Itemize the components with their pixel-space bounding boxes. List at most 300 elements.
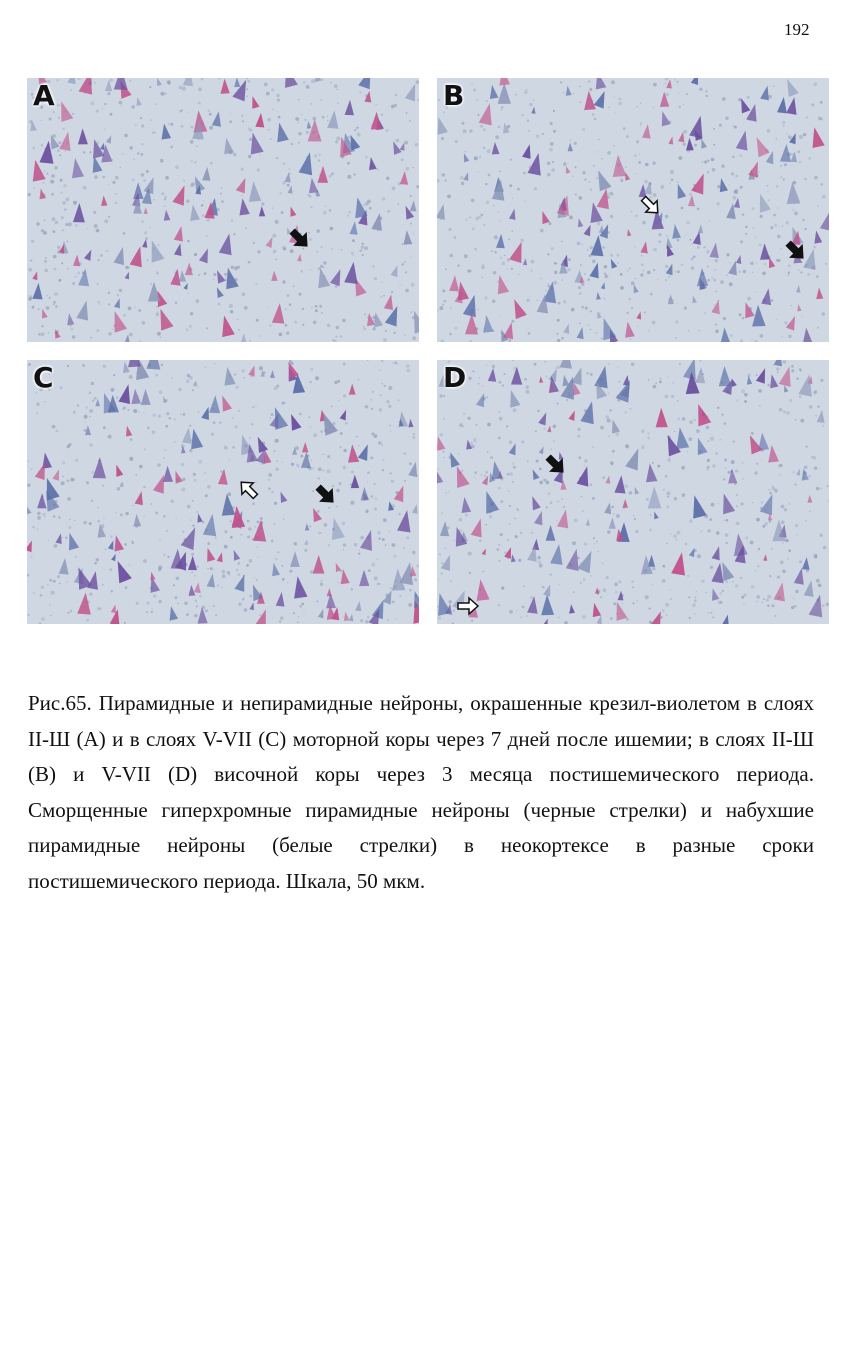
tissue-speckle (531, 532, 534, 535)
tissue-speckle (57, 246, 60, 249)
tissue-speckle (666, 505, 669, 508)
tissue-speckle (163, 457, 165, 459)
tissue-speckle (439, 553, 441, 555)
tissue-speckle (58, 279, 61, 282)
tissue-speckle (624, 411, 626, 413)
tissue-speckle (287, 582, 289, 584)
tissue-speckle (596, 541, 598, 543)
tissue-speckle (139, 340, 140, 341)
stained-neuron (175, 471, 183, 484)
tissue-speckle (369, 207, 372, 210)
tissue-speckle (574, 519, 578, 523)
tissue-speckle (614, 583, 618, 587)
tissue-speckle (826, 485, 828, 487)
tissue-speckle (493, 205, 495, 207)
tissue-speckle (86, 481, 89, 484)
tissue-speckle (384, 385, 386, 387)
tissue-speckle (66, 241, 68, 243)
stained-neuron (584, 225, 591, 237)
tissue-speckle (204, 272, 207, 275)
tissue-speckle (151, 608, 152, 609)
tissue-speckle (479, 540, 481, 542)
tissue-speckle (770, 226, 773, 229)
tissue-speckle (123, 232, 126, 235)
tissue-speckle (75, 459, 78, 462)
tissue-speckle (39, 622, 42, 624)
tissue-speckle (174, 441, 176, 443)
tissue-speckle (514, 518, 516, 520)
tissue-speckle (722, 97, 726, 101)
tissue-speckle (120, 167, 122, 169)
tissue-speckle (208, 110, 210, 112)
tissue-speckle (41, 144, 43, 146)
tissue-speckle (554, 484, 556, 486)
tissue-speckle (461, 182, 462, 183)
tissue-speckle (143, 516, 145, 518)
tissue-speckle (665, 603, 669, 607)
tissue-speckle (494, 235, 498, 239)
tissue-speckle (277, 94, 280, 97)
tissue-speckle (582, 510, 584, 512)
tissue-speckle (689, 437, 693, 441)
tissue-speckle (780, 165, 782, 167)
tissue-speckle (652, 462, 654, 464)
tissue-speckle (568, 258, 571, 261)
stained-neuron (144, 207, 148, 214)
tissue-speckle (811, 456, 814, 459)
tissue-speckle (669, 182, 671, 184)
tissue-speckle (785, 539, 789, 543)
stained-neuron (272, 303, 285, 324)
tissue-speckle (507, 258, 510, 261)
tissue-speckle (437, 179, 440, 182)
tissue-speckle (121, 105, 122, 106)
tissue-speckle (321, 78, 324, 81)
tissue-speckle (708, 529, 711, 532)
tissue-speckle (379, 408, 382, 411)
tissue-speckle (450, 580, 452, 582)
tissue-speckle (676, 81, 678, 83)
tissue-speckle (460, 176, 464, 180)
tissue-speckle (151, 503, 153, 505)
tissue-speckle (53, 515, 56, 518)
tissue-speckle (768, 95, 772, 99)
tissue-speckle (691, 243, 693, 245)
tissue-speckle (590, 329, 591, 330)
tissue-speckle (488, 174, 491, 177)
tissue-speckle (625, 444, 629, 448)
tissue-speckle (84, 429, 87, 432)
tissue-speckle (733, 440, 736, 443)
tissue-speckle (527, 120, 529, 122)
tissue-speckle (268, 129, 270, 131)
tissue-speckle (408, 603, 412, 607)
tissue-speckle (238, 410, 240, 412)
tissue-speckle (445, 492, 447, 494)
tissue-speckle (139, 465, 143, 469)
tissue-speckle (787, 558, 789, 560)
tissue-speckle (590, 310, 592, 312)
tissue-speckle (97, 283, 99, 285)
tissue-speckle (665, 475, 668, 478)
tissue-speckle (492, 300, 495, 303)
tissue-speckle (761, 501, 763, 503)
tissue-speckle (755, 570, 756, 571)
tissue-speckle (155, 512, 158, 515)
tissue-speckle (513, 408, 517, 412)
tissue-speckle (560, 81, 562, 83)
tissue-speckle (442, 173, 446, 177)
tissue-speckle (603, 588, 607, 592)
tissue-speckle (814, 555, 817, 558)
tissue-speckle (213, 273, 216, 276)
tissue-speckle (682, 143, 685, 146)
tissue-speckle (570, 139, 572, 141)
stained-neuron (348, 444, 359, 462)
tissue-speckle (814, 176, 818, 180)
stained-neuron (604, 272, 609, 279)
tissue-speckle (234, 373, 237, 376)
tissue-speckle (187, 293, 188, 294)
tissue-speckle (198, 102, 201, 105)
tissue-speckle (386, 129, 389, 132)
tissue-speckle (381, 383, 383, 385)
stained-neuron (239, 198, 249, 215)
stained-neuron (691, 78, 698, 85)
tissue-speckle (504, 255, 505, 256)
tissue-speckle (457, 264, 460, 267)
tissue-speckle (738, 98, 741, 101)
tissue-speckle (772, 487, 775, 490)
tissue-speckle (724, 459, 727, 462)
tissue-speckle (660, 378, 662, 380)
tissue-speckle (306, 540, 308, 542)
tissue-speckle (634, 518, 636, 520)
tissue-speckle (82, 364, 85, 367)
tissue-speckle (96, 329, 99, 332)
tissue-speckle (271, 88, 274, 91)
tissue-speckle (53, 301, 56, 304)
tissue-speckle (548, 492, 551, 495)
tissue-speckle (516, 610, 518, 612)
tissue-speckle (677, 418, 680, 421)
tissue-speckle (526, 299, 529, 302)
tissue-speckle (343, 543, 346, 546)
tissue-speckle (90, 416, 91, 417)
tissue-speckle (536, 460, 539, 463)
tissue-speckle (315, 376, 319, 380)
tissue-speckle (712, 616, 714, 618)
stained-neuron (157, 78, 162, 86)
tissue-speckle (696, 429, 700, 433)
tissue-speckle (306, 85, 310, 89)
tissue-speckle (310, 269, 311, 270)
tissue-speckle (140, 153, 143, 156)
tissue-speckle (112, 328, 114, 330)
tissue-speckle (282, 280, 285, 283)
tissue-speckle (218, 303, 221, 306)
tissue-speckle (165, 425, 168, 428)
tissue-speckle (743, 270, 746, 273)
tissue-speckle (658, 233, 661, 236)
tissue-speckle (509, 184, 512, 187)
tissue-speckle (347, 162, 350, 165)
stained-neuron (566, 166, 571, 174)
tissue-speckle (337, 102, 339, 104)
tissue-speckle (561, 498, 563, 500)
tissue-speckle (271, 540, 274, 543)
tissue-speckle (321, 580, 323, 582)
tissue-speckle (602, 476, 605, 479)
tissue-speckle (257, 546, 259, 548)
tissue-speckle (809, 511, 810, 512)
tissue-speckle (412, 336, 416, 340)
tissue-speckle (607, 151, 611, 155)
stained-neuron (67, 313, 74, 325)
stained-neuron (482, 476, 488, 486)
stained-neuron (281, 492, 288, 503)
stained-neuron (774, 360, 782, 366)
tissue-speckle (210, 567, 213, 570)
tissue-speckle (128, 307, 132, 311)
tissue-speckle (705, 90, 707, 92)
tissue-speckle (634, 246, 635, 247)
tissue-speckle (86, 619, 89, 622)
tissue-speckle (60, 179, 63, 182)
tissue-speckle (51, 174, 55, 178)
tissue-speckle (707, 466, 710, 469)
stained-neuron (299, 152, 313, 175)
stained-neuron (179, 270, 186, 282)
tissue-speckle (164, 92, 166, 94)
tissue-speckle (259, 366, 263, 370)
tissue-speckle (392, 601, 395, 604)
tissue-speckle (182, 87, 186, 91)
tissue-speckle (513, 367, 516, 370)
tissue-speckle (53, 303, 55, 305)
tissue-speckle (259, 614, 261, 616)
tissue-speckle (229, 304, 233, 308)
stained-neuron (359, 570, 369, 586)
tissue-speckle (670, 589, 671, 590)
tissue-speckle (714, 279, 717, 282)
tissue-speckle (487, 423, 491, 427)
tissue-speckle (156, 306, 158, 308)
tissue-speckle (593, 537, 595, 539)
tissue-speckle (458, 453, 460, 455)
tissue-speckle (481, 266, 485, 270)
tissue-speckle (500, 257, 502, 259)
tissue-speckle (645, 595, 649, 599)
tissue-speckle (478, 383, 480, 385)
tissue-speckle (788, 335, 791, 338)
tissue-speckle (102, 108, 103, 109)
tissue-speckle (103, 365, 106, 368)
tissue-speckle (168, 123, 170, 125)
tissue-speckle (506, 268, 508, 270)
tissue-speckle (192, 500, 194, 502)
tissue-speckle (229, 574, 230, 575)
tissue-speckle (272, 234, 276, 238)
tissue-speckle (571, 308, 575, 312)
tissue-speckle (359, 550, 360, 551)
stained-neuron (563, 375, 570, 387)
stained-neuron (252, 96, 259, 109)
tissue-speckle (511, 231, 513, 233)
tissue-speckle (302, 324, 304, 326)
tissue-speckle (608, 363, 610, 365)
tissue-speckle (482, 571, 484, 573)
tissue-speckle (464, 151, 466, 153)
tissue-speckle (75, 224, 78, 227)
tissue-speckle (161, 192, 164, 195)
tissue-speckle (338, 482, 341, 485)
tissue-speckle (324, 205, 325, 206)
tissue-speckle (299, 413, 302, 416)
tissue-speckle (551, 168, 555, 172)
tissue-speckle (465, 514, 468, 517)
tissue-speckle (720, 601, 723, 604)
tissue-speckle (652, 321, 656, 325)
tissue-speckle (483, 224, 485, 226)
tissue-speckle (492, 365, 495, 368)
stained-neuron (532, 539, 539, 550)
tissue-speckle (681, 466, 685, 470)
tissue-speckle (367, 481, 368, 482)
stained-neuron (259, 206, 265, 216)
tissue-speckle (377, 531, 380, 534)
tissue-speckle (194, 479, 197, 482)
tissue-speckle (311, 79, 315, 83)
tissue-speckle (163, 554, 166, 557)
tissue-speckle (160, 337, 161, 338)
tissue-speckle (713, 144, 715, 146)
stained-neuron (125, 272, 129, 280)
tissue-speckle (712, 464, 715, 467)
tissue-speckle (387, 619, 389, 621)
tissue-speckle (627, 312, 629, 314)
panel-label-b: B (443, 79, 465, 112)
tissue-speckle (652, 567, 656, 571)
tissue-speckle (478, 171, 479, 172)
tissue-speckle (636, 106, 638, 108)
tissue-speckle (694, 144, 697, 147)
tissue-speckle (493, 271, 496, 274)
tissue-speckle (309, 381, 312, 384)
tissue-speckle (141, 124, 144, 127)
tissue-speckle (221, 587, 223, 589)
tissue-speckle (563, 506, 565, 508)
tissue-speckle (742, 462, 743, 463)
tissue-speckle (203, 200, 204, 201)
tissue-speckle (682, 493, 686, 497)
tissue-speckle (476, 424, 478, 426)
tissue-speckle (780, 176, 782, 178)
tissue-speckle (468, 377, 471, 380)
tissue-speckle (756, 263, 757, 264)
tissue-speckle (754, 471, 757, 474)
stained-neuron (199, 248, 208, 263)
tissue-speckle (539, 468, 542, 471)
tissue-speckle (191, 520, 192, 521)
tissue-speckle (381, 360, 383, 362)
tissue-speckle (61, 481, 65, 485)
tissue-speckle (365, 405, 369, 409)
stained-neuron (222, 395, 232, 411)
stained-neuron (438, 117, 448, 135)
tissue-speckle (766, 599, 769, 602)
stained-neuron (219, 234, 232, 256)
tissue-speckle (221, 200, 224, 203)
tissue-speckle (665, 395, 669, 399)
tissue-speckle (224, 446, 228, 450)
tissue-speckle (255, 405, 256, 406)
tissue-speckle (317, 510, 320, 513)
stained-neuron (349, 384, 356, 395)
tissue-speckle (28, 363, 31, 366)
tissue-speckle (619, 102, 622, 105)
tissue-speckle (289, 570, 292, 573)
tissue-speckle (253, 242, 255, 244)
tissue-speckle (482, 277, 483, 278)
black-arrow-icon (543, 452, 568, 477)
tissue-speckle (44, 171, 46, 173)
tissue-speckle (630, 408, 632, 410)
stained-neuron (577, 551, 591, 573)
tissue-speckle (729, 262, 730, 263)
tissue-speckle (110, 113, 113, 116)
tissue-speckle (681, 264, 683, 266)
tissue-speckle (269, 325, 271, 327)
stained-neuron (784, 385, 788, 392)
tissue-speckle (701, 580, 704, 583)
tissue-speckle (413, 233, 414, 234)
tissue-speckle (558, 302, 561, 305)
stained-neuron (164, 210, 171, 221)
tissue-speckle (798, 270, 799, 271)
tissue-speckle (392, 362, 394, 364)
tissue-speckle (631, 281, 635, 285)
tissue-speckle (390, 587, 392, 589)
tissue-speckle (780, 248, 782, 250)
tissue-speckle (62, 128, 64, 130)
tissue-speckle (742, 317, 745, 320)
tissue-speckle (454, 238, 456, 240)
tissue-speckle (130, 80, 132, 82)
tissue-speckle (625, 166, 627, 168)
tissue-speckle (181, 125, 184, 128)
tissue-speckle (67, 365, 69, 367)
stained-neuron (787, 182, 801, 204)
tissue-speckle (268, 473, 272, 477)
tissue-speckle (62, 461, 65, 464)
stained-neuron (93, 457, 106, 478)
tissue-speckle (484, 475, 486, 477)
stained-neuron (414, 591, 419, 608)
tissue-speckle (495, 135, 499, 139)
tissue-speckle (228, 492, 232, 496)
tissue-speckle (191, 571, 193, 573)
tissue-speckle (547, 162, 551, 166)
tissue-speckle (709, 518, 712, 521)
micrograph-panel-d (437, 360, 829, 624)
stained-neuron (232, 506, 246, 528)
tissue-speckle (144, 449, 146, 451)
tissue-speckle (267, 118, 271, 122)
stained-neuron (689, 548, 695, 557)
tissue-speckle (730, 334, 733, 337)
tissue-speckle (414, 578, 417, 581)
